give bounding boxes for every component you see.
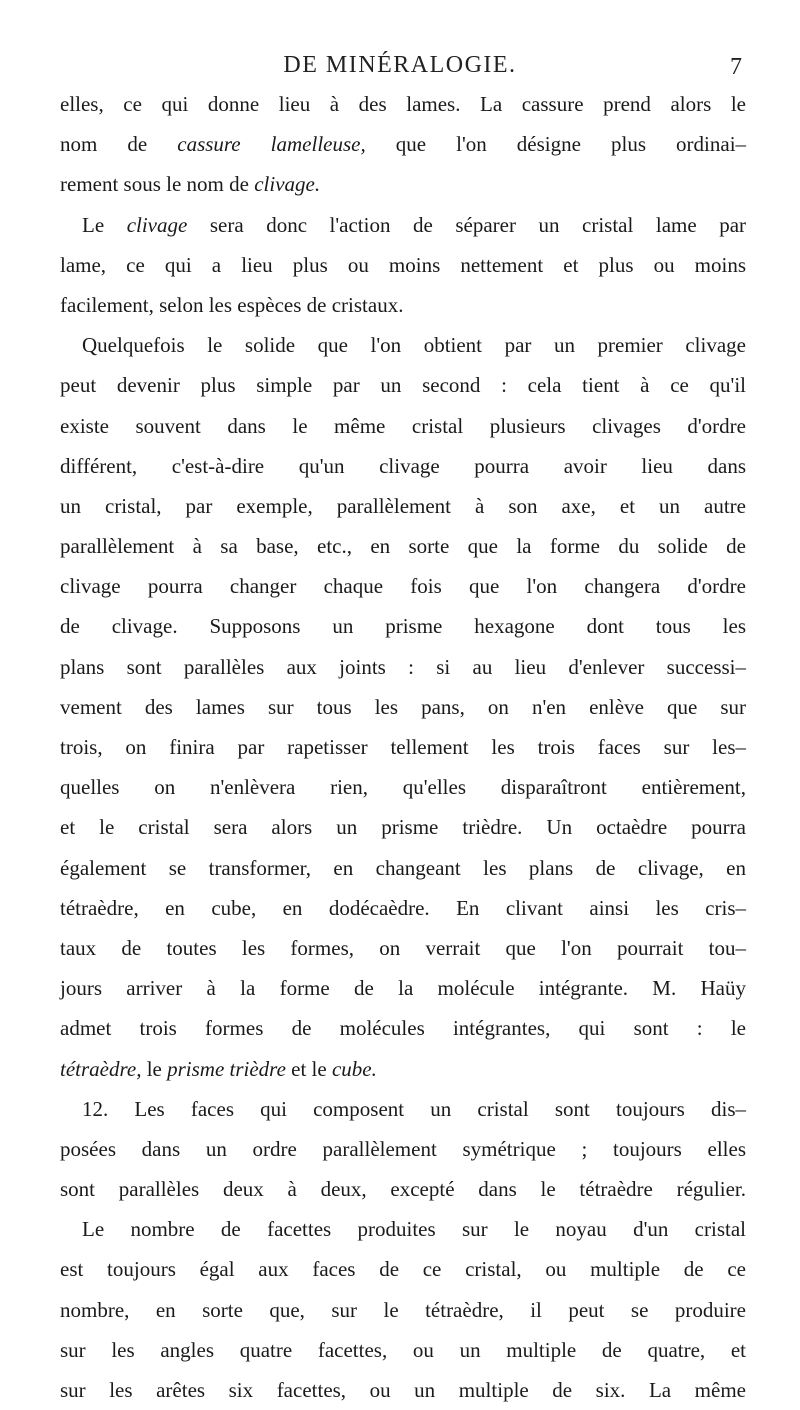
text-line — [60, 205, 746, 245]
text-run: taux de toutes les formes, on verrait que l'on pourrait tou– — [60, 935, 746, 960]
text-run: Le nombre de facettes produites sur le noyau d'un cristal — [82, 1217, 746, 1242]
text-run: Le — [82, 212, 105, 237]
text-run: vement des lames sur tous les pans, on n'en enlève que sur — [60, 694, 746, 719]
text-run: trois, on finira par rapetisser tellement les trois faces sur les– — [60, 735, 746, 759]
text-run: et le — [291, 1056, 327, 1081]
text-run: 12. Les faces qui composent un cristal sont toujours dis– — [82, 1096, 746, 1121]
text-run: nom de — [60, 132, 148, 157]
text-line — [60, 566, 746, 606]
text-line — [60, 727, 746, 767]
text-run: également se transformer, en changeant les plans de clivage, en — [60, 855, 746, 880]
text-line — [60, 526, 746, 566]
text-line — [60, 968, 746, 1008]
text-run: lame, ce qui a lieu plus ou moins nettement et plus ou moins — [60, 252, 746, 277]
running-title: DE MINÉRALOGIE. — [283, 52, 517, 78]
text-line — [60, 325, 746, 365]
text-run: sur les angles quatre facettes, ou un multiple de quatre, et — [60, 1337, 746, 1362]
text-line — [60, 1290, 746, 1330]
text-run: que l'on désigne plus ordinai– — [395, 132, 747, 157]
text-run: admet trois formes de molécules intégrantes, qui sont : le — [60, 1016, 746, 1041]
text-line — [60, 647, 746, 687]
text-run: tétraèdre, en cube, en dodécaèdre. En clivant ainsi les cris– — [60, 895, 746, 920]
text-run: différent, c'est-à-dire qu'un clivage pourra avoir lieu dans — [60, 453, 746, 478]
text-line — [60, 285, 746, 325]
text-line — [60, 807, 746, 847]
text-line — [60, 1330, 746, 1370]
text-run: peut devenir plus simple par un second : cela tient à ce qu'il — [60, 373, 746, 398]
italic-term: clivage — [126, 212, 188, 237]
text-run: de clivage. Supposons un prisme hexagone dont tous les — [60, 614, 746, 639]
text-run: le — [146, 1056, 162, 1081]
text-line — [60, 687, 746, 727]
text-run: Quelquefois le solide que l'on obtient par un premier clivage — [82, 333, 746, 358]
text-line — [60, 446, 746, 486]
page-number: 7 — [730, 54, 742, 80]
text-run: sur les arêtes six facettes, ou un multiple de six. La même — [60, 1378, 746, 1402]
italic-term: cassure lamelleuse, — [177, 132, 366, 157]
page-header — [0, 52, 800, 86]
text-line — [60, 1049, 746, 1089]
text-line — [60, 486, 746, 526]
text-run: facilement, selon les espèces de cristaux. — [60, 292, 404, 317]
text-run: quelles on n'enlèvera rien, qu'elles disparaîtront entièrement, — [60, 775, 746, 800]
text-line — [60, 1008, 746, 1048]
italic-term: cube. — [331, 1056, 377, 1081]
text-line — [60, 1249, 746, 1289]
text-run: parallèlement à sa base, etc., en sorte que la forme du solide de — [60, 534, 746, 559]
text-line — [60, 928, 746, 968]
text-run: est toujours égal aux faces de ce cristal, ou multiple de ce — [60, 1257, 746, 1282]
text-run: existe souvent dans le même cristal plusieurs clivages d'ordre — [60, 413, 746, 438]
text-run: elles, ce qui donne lieu à des lames. La cassure prend alors le — [60, 92, 746, 116]
body-text — [60, 84, 746, 1410]
text-run: rement sous le nom de — [60, 172, 249, 197]
text-line — [60, 164, 746, 204]
text-line — [60, 406, 746, 446]
text-run: jours arriver à la forme de la molécule intégrante. M. Haüy — [60, 976, 746, 1001]
text-line — [60, 365, 746, 405]
text-line — [60, 1169, 746, 1209]
text-line — [60, 848, 746, 888]
text-line — [60, 84, 746, 124]
text-line — [60, 1370, 746, 1410]
text-line — [60, 888, 746, 928]
text-run: sera donc l'action de séparer un cristal lame par — [209, 212, 747, 237]
text-line — [60, 606, 746, 646]
text-line — [60, 124, 746, 164]
text-run: sont parallèles deux à deux, excepté dans le tétraèdre régulier. — [60, 1177, 746, 1202]
text-run: clivage pourra changer chaque fois que l'on changera d'ordre — [60, 574, 746, 599]
italic-term: clivage. — [254, 172, 321, 197]
text-run: nombre, en sorte que, sur le tétraèdre, il peut se produire — [60, 1297, 746, 1322]
text-run: plans sont parallèles aux joints : si au lieu d'enlever successi– — [60, 654, 746, 679]
text-run: posées dans un ordre parallèlement symétrique ; toujours elles — [60, 1136, 746, 1161]
text-line — [60, 1089, 746, 1129]
italic-term: prisme trièdre — [167, 1056, 286, 1081]
text-line — [60, 1129, 746, 1169]
text-line — [60, 245, 746, 285]
text-run: un cristal, par exemple, parallèlement à son axe, et un autre — [60, 493, 746, 518]
text-line — [60, 1209, 746, 1249]
italic-term: tétraèdre, — [60, 1056, 142, 1081]
text-run: et le cristal sera alors un prisme trièdre. Un octaèdre pourra — [60, 815, 746, 840]
text-line — [60, 767, 746, 807]
